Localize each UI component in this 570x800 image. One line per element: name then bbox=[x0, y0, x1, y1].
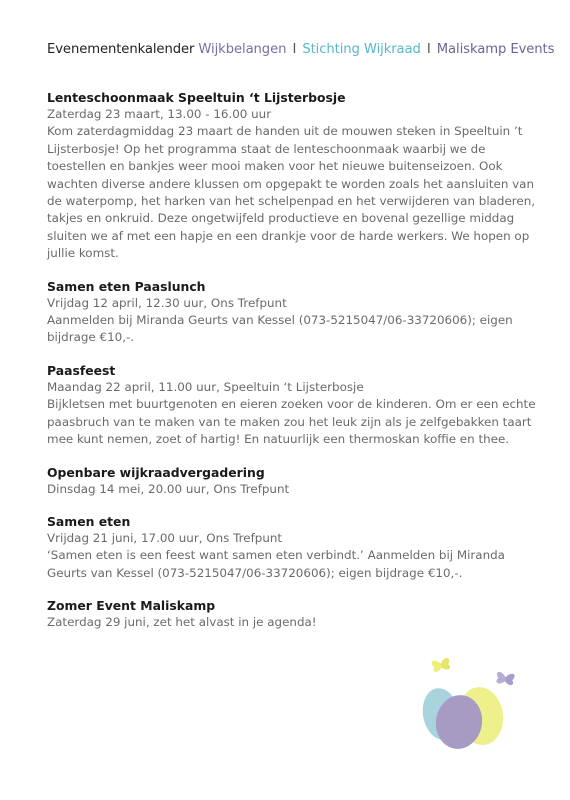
event-title: Lenteschoonmaak Speeltuin ‘t Lijsterbosje bbox=[47, 90, 346, 105]
event-title: Samen eten Paaslunch bbox=[47, 278, 206, 294]
event-samen-eten bbox=[47, 513, 537, 582]
separator: I bbox=[426, 42, 431, 57]
event-title: Samen eten bbox=[47, 513, 131, 529]
event-meta: Zaterdag 23 maart, 13.00 - 16.00 uur bbox=[47, 107, 272, 121]
calendar-title: Evenementenkalender bbox=[47, 42, 195, 57]
event-meta: Maandag 22 april, 11.00 uur, Speeltuin ‘t Lijsterbosje bbox=[47, 379, 364, 394]
event-zomer-event bbox=[47, 597, 537, 631]
event-lenteschoonmaak bbox=[47, 89, 537, 263]
event-wijkraadvergadering bbox=[47, 464, 537, 498]
easter-decoration bbox=[415, 652, 525, 752]
event-description: Bijkletsen met buurtgenoten en eieren zoeken voor de kinderen. Om er een echte paasbruch van te maken van te maken zou het leuk zijn als je zelfgebakken taart mee kunt nemen, zoet of hartig! En natuurlijk een thermoskan koffie en thee. bbox=[47, 397, 536, 447]
butterfly-purple-icon bbox=[496, 672, 515, 686]
org-stichting-wijkraad: Stichting Wijkraad bbox=[302, 42, 421, 57]
calendar-header bbox=[47, 42, 555, 57]
event-title: Openbare wijkraadvergadering bbox=[47, 464, 265, 480]
event-meta: Zaterdag 29 juni, zet het alvast in je agenda! bbox=[47, 615, 317, 630]
event-meta: Vrijdag 21 juni, 17.00 uur, Ons Trefpunt bbox=[47, 530, 283, 545]
event-meta: Vrijdag 12 april, 12.30 uur, Ons Trefpunt bbox=[47, 295, 287, 310]
event-description: Aanmelden bij Miranda Geurts van Kessel (073-5215047/06-33720606); eigen bijdrage €10,-. bbox=[47, 313, 513, 345]
event-description: Kom zaterdagmiddag 23 maart de handen uit de mouwen steken in Speeltuin ’t Lijsterbosje! Op het programma staat de lenteschoonmaak waarbij we de toestellen en bankjes weer mooi maken voor het nieuwe buitenseizoen. Ook wachten diverse andere klussen om opgepakt te worden zoals het aansluiten van de waterpomp, het harken van het schelpenpad en het verwijderen van bladeren, takjes en onkruid. Deze ongetwijfeld productieve en bovenal gezellige middag sluiten we af met een hapje en een drankje voor de harde werkers. We hopen op jullie komst. bbox=[47, 124, 536, 261]
separator: I bbox=[292, 42, 297, 57]
event-paaslunch bbox=[47, 278, 537, 347]
event-paasfeest bbox=[47, 362, 537, 449]
butterfly-yellow-icon bbox=[431, 657, 451, 672]
easter-eggs-icon bbox=[419, 684, 507, 752]
event-meta: Dinsdag 14 mei, 20.00 uur, Ons Trefpunt bbox=[47, 481, 290, 496]
event-title: Paasfeest bbox=[47, 362, 116, 378]
event-description: ‘Samen eten is een feest want samen eten verbindt.’ Aanmelden bij Miranda Geurts van Kessel (073-5215047/06-33720606); eigen bijdrage €10,-. bbox=[47, 548, 505, 580]
org-wijkbelangen: Wijkbelangen bbox=[198, 42, 287, 57]
org-maliskamp-events: Maliskamp Events bbox=[436, 42, 555, 57]
event-title: Zomer Event Maliskamp bbox=[47, 598, 216, 614]
newsletter-page bbox=[47, 42, 555, 647]
